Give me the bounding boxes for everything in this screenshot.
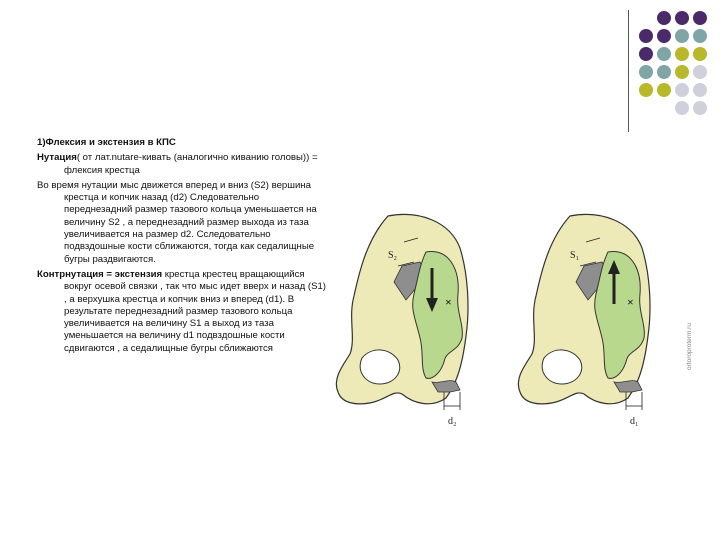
decor-dot	[693, 83, 707, 97]
decor-dot	[693, 65, 707, 79]
heading: 1)Флексия и экстензия в КПС	[37, 137, 176, 148]
axis-marker: ×	[445, 295, 452, 309]
counternutation-description: крестца крестец вращающийся вокруг осевой связки , так что мыс идет вверх и назад (S1) , а верхушка крестца и копчик вниз и вперед (d1). В результате переднезадний размер тазового кольца увеличивается на величину S1 а выход из таза уменьшается на величину d1 подвздошные кости сдвигаются , а седалищные бугры сближаются	[64, 268, 327, 354]
d-label: d₂	[448, 416, 457, 427]
decor-dot	[693, 11, 707, 25]
pelvis-counternutation	[518, 214, 650, 427]
obturator-foramen	[360, 350, 400, 384]
pelvis-nutation	[336, 214, 468, 427]
nutation-term: Нутация	[37, 152, 77, 164]
d-label: d₁	[630, 416, 639, 427]
decor-dot	[657, 83, 671, 97]
watermark: ortoroproterm.ru	[686, 323, 693, 370]
counternutation-term: Контрнутация = экстензия	[37, 268, 163, 280]
decor-dot	[675, 65, 689, 79]
pelvis-illustration	[328, 208, 692, 436]
decor-dot	[657, 11, 671, 25]
counternutation-paragraph	[37, 269, 327, 355]
text-block	[37, 137, 327, 358]
decor-dot-grid	[638, 10, 710, 120]
decor-dot	[675, 101, 689, 115]
decor-dot	[657, 47, 671, 61]
decor-dot	[639, 29, 653, 43]
nutation-paragraph	[37, 152, 327, 177]
s-label: S₂	[388, 250, 398, 261]
decor-dot	[639, 83, 653, 97]
axis-marker: ×	[627, 295, 634, 309]
decor-dot	[693, 101, 707, 115]
decor-vertical-line	[628, 10, 629, 132]
decor-dot	[657, 29, 671, 43]
decor-dot	[639, 65, 653, 79]
decor-dot	[639, 47, 653, 61]
nutation-description: Во время нутации мыс движется вперед и вниз (S2) вершина крестца и копчик назад (d2) Следовательно переднезадний размер тазового кольца уменьшается на величину S2 , а переднезадний размер выхода из таза увеличивается на размер d2. Сследовательно подвздошные кости сближаются, тогда как седалищные бугры раздвигаются.	[37, 179, 317, 265]
decor-dot	[657, 65, 671, 79]
decor-dot	[675, 83, 689, 97]
decor-dot	[693, 47, 707, 61]
s-label: S₁	[570, 250, 580, 261]
obturator-foramen	[542, 350, 582, 384]
decor-dot	[675, 11, 689, 25]
decor-dot	[675, 47, 689, 61]
decor-dot	[675, 29, 689, 43]
decor-dot	[693, 29, 707, 43]
nutation-definition: ( от лат.nutare-кивать (аналогично киванию головы)) = флексия крестца	[64, 152, 318, 176]
